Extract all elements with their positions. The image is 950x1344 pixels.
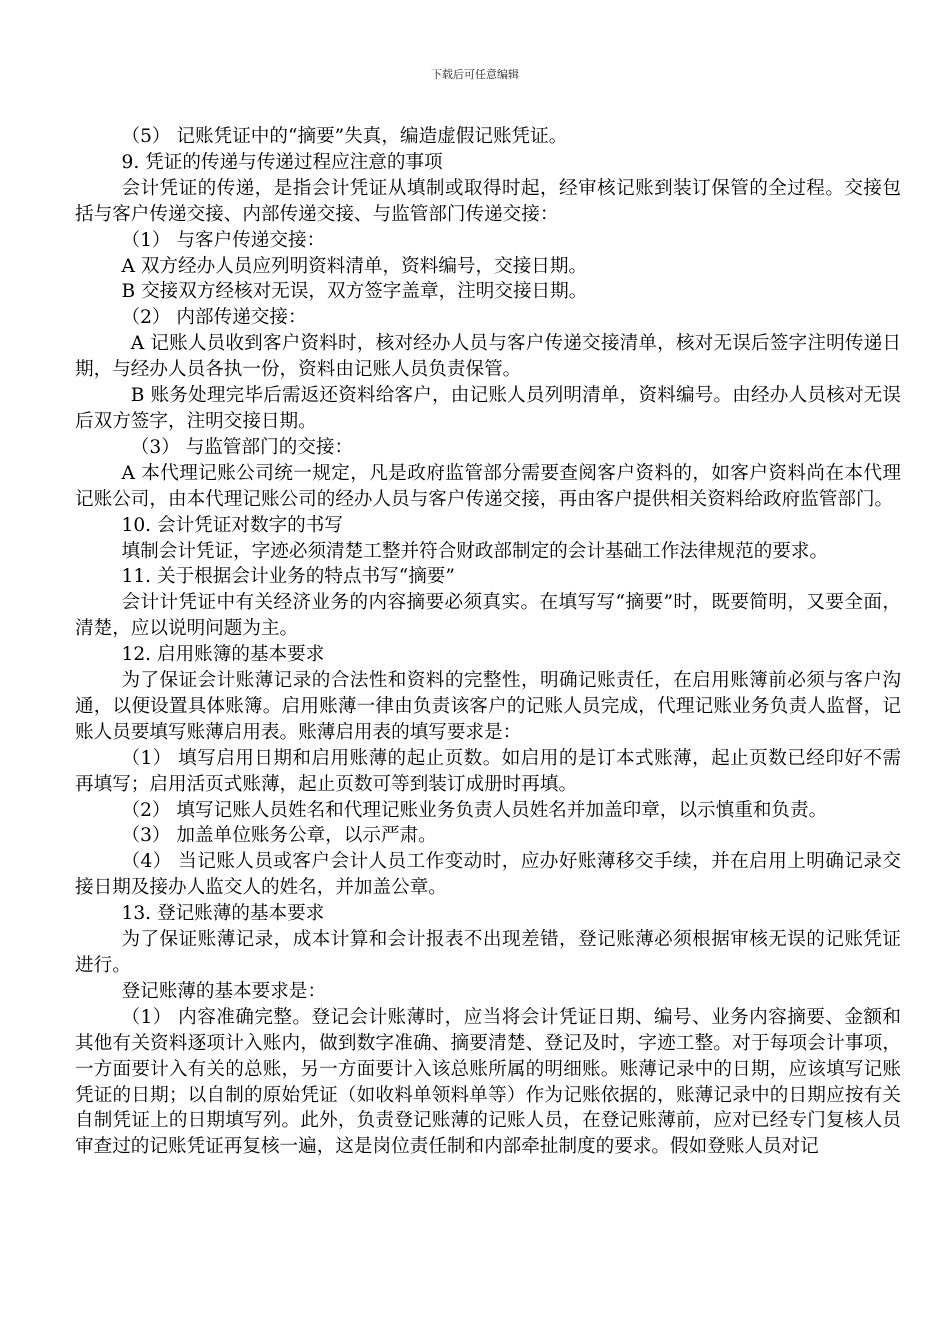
paragraph: 为了保证账薄记录，成本计算和会计报表不出现差错，登记账薄必须根据审核无误的记账凭证进行。: [75, 929, 901, 976]
section-heading: 10. 会计凭证对数字的书写: [121, 514, 343, 536]
document-body: [75, 124, 901, 1160]
paragraph: B 账务处理完毕后需返还资料给客户，由记账人员列明清单，资料编号。由经办人员核对无误后双方签字，注明交接日期。: [75, 385, 901, 432]
paragraph: 会计计凭证中有关经济业务的内容摘要必须真实。在填写写“摘要”时，既要简明，又要全面，清楚，应以说明问题为主。: [75, 592, 901, 640]
paragraph: 为了保证会计账薄记录的合法性和资料的完整性，明确记账责任，在启用账簿前必须与客户沟通，以便设置具体账簿。启用账薄一律由负责该客户的记账人员完成，代理记账业务负责人监督，记账人员要填写账薄启用表。账薄启用表的填写要求是：: [75, 670, 901, 743]
paragraph: 登记账薄的基本要求是：: [121, 980, 327, 1002]
section-heading: 13. 登记账薄的基本要求: [121, 903, 325, 925]
section-heading: 12. 启用账簿的基本要求: [121, 644, 325, 666]
paragraph: 填制会计凭证，字迹必须清楚工整并符合财政部制定的会计基础工作法律规范的要求。: [121, 540, 829, 562]
section-heading: 9. 凭证的传递与传递过程应注意的事项: [121, 151, 443, 173]
page-header: 下载后可任意编辑: [431, 68, 519, 81]
paragraph: （2） 填写记账人员姓名和代理记账业务负责人员姓名并加盖印章，以示慎重和负责。: [121, 799, 828, 821]
paragraph: （3） 加盖单位账务公章，以示严肃。: [121, 825, 437, 847]
paragraph: A 本代理记账公司统一规定，凡是政府监管部分需要查阅客户资料的，如客户资料尚在本代理记账公司，由本代理记账公司的经办人员与客户传递交接，再由客户提供相关资料给政府监管部门。: [75, 462, 901, 510]
paragraph: （2） 内部传递交接：: [121, 307, 307, 329]
paragraph: （3） 与监管部门的交接：: [130, 436, 354, 458]
paragraph: （1） 填写启用日期和启用账薄的起止页数。如启用的是订本式账薄，起止页数已经印好不需再填写；启用活页式账薄，起止页数可等到装订成册时再填。: [75, 747, 901, 795]
paragraph: （1） 内容准确完整。登记会计账薄时，应当将会计凭证日期、编号、业务内容摘要、金额和其他有关资料逐项计入账内，做到数字准确、摘要清楚、登记及时，字迹工整。对于每项会计事项，一方面要计入有关的总账，另一方面要计入该总账所属的明细账。账薄记录中的日期，应该填写记账凭证的日期；以自制的原始凭证（如收料单领料单等）作为记账依据的，账薄记录中的日期应按有关自制凭证上的日期填写列。此外，负责登记账薄的记账人员，在登记账薄前，应对已经专门复核人员审查过的记账凭证再复核一遍，这是岗位责任制和内部牵扯制度的要求。假如登账人员对记: [75, 1006, 901, 1158]
paragraph: A 双方经办人员应列明资料清单，资料编号，交接日期。: [121, 255, 588, 277]
paragraph: （1） 与客户传递交接：: [121, 229, 326, 251]
paragraph: B 交接双方经核对无误，双方签字盖章，注明交接日期。: [121, 281, 588, 303]
paragraph: （5） 记账凭证中的“摘要”失真，编造虚假记账凭证。: [121, 126, 568, 147]
paragraph: （4） 当记账人员或客户会计人员工作变动时，应办好账薄移交手续，并在启用上明确记录交接日期及接办人监交人的姓名，并加盖公章。: [75, 851, 901, 899]
paragraph: A 记账人员收到客户资料时，核对经办人员与客户传递交接清单，核对无误后签字注明传递日期，与经办人员各执一份，资料由记账人员负责保管。: [75, 333, 901, 381]
section-heading: 11. 关于根据会计业务的特点书写“摘要”: [121, 566, 455, 588]
paragraph: 会计凭证的传递，是指会计凭证从填制或取得时起，经审核记账到装订保管的全过程。交接包括与客户传递交接、内部传递交接、与监管部门传递交接：: [75, 177, 901, 225]
